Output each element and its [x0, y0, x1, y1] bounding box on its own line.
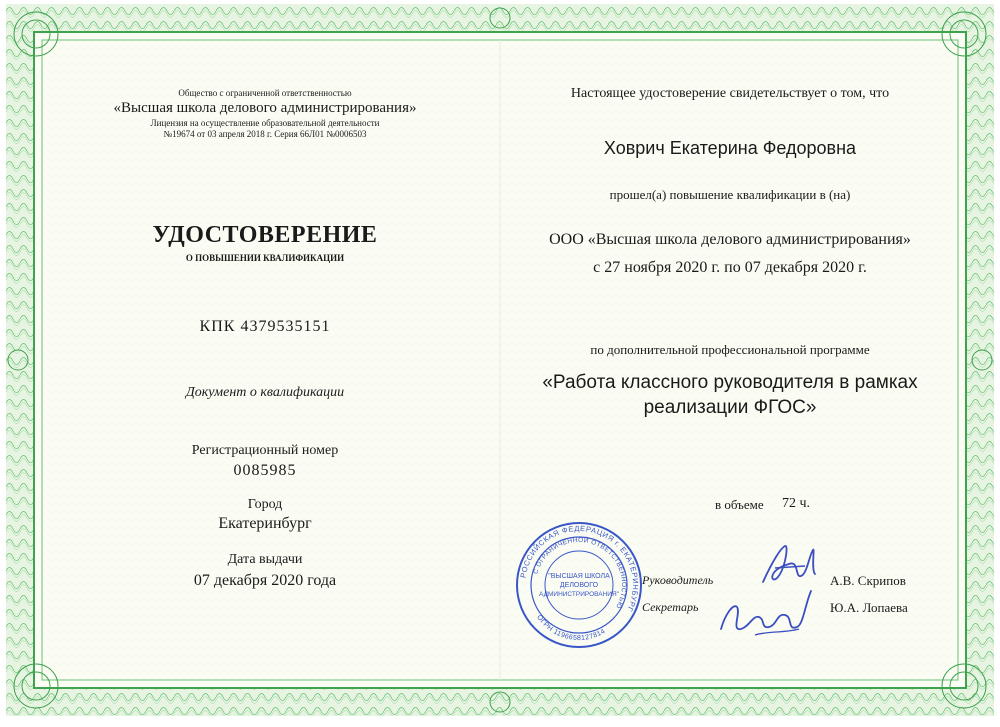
official-stamp [514, 520, 644, 650]
reg-number-label: Регистрационный номер [191, 443, 339, 458]
issue-date: 07 декабря 2020 года [193, 572, 337, 589]
volume-label: в объеме [715, 497, 764, 512]
document-subtitle: О ПОВЫШЕНИИ КВАЛИФИКАЦИИ [185, 253, 345, 263]
issuer-org-type: Общество с ограниченной ответственностью [178, 88, 352, 98]
training-organization: ООО «Высшая школа делового администрирования» [549, 231, 911, 248]
certificate-intro: Настоящее удостоверение свидетельствует о том, что [570, 86, 890, 101]
stamp-center-line1: "ВЫСШАЯ ШКОЛА [548, 573, 610, 580]
reg-number: 0085985 [233, 462, 297, 479]
issuer-license-number: №19674 от 03 апреля 2018 г. Серия 66Л01 №0006503 [163, 129, 367, 139]
secretary-signature [715, 585, 815, 645]
stamp-inner-text: С ОГРАНИЧЕННОЙ ОТВЕТСТВЕННОСТЬЮ [532, 536, 628, 610]
training-period: с 27 ноября 2020 г. по 07 декабря 2020 г. [593, 259, 867, 276]
secretary-name: Ю.А. Лопаева [830, 600, 908, 615]
director-name: А.В. Скрипов [830, 573, 906, 588]
document-series-number: КПК 4379535151 [199, 318, 331, 335]
volume-value: 72 ч. [782, 496, 811, 511]
city-label: Город [247, 497, 283, 512]
director-title: Руководитель [642, 573, 714, 587]
issuer-license-line: Лицензия на осуществление образовательной деятельности [150, 118, 380, 128]
secretary-title: Секретарь [642, 600, 699, 614]
program-name-line2: реализации ФГОС» [643, 397, 817, 418]
stamp-center-line2: ДЕЛОВОГО [559, 582, 599, 589]
document-title: УДОСТОВЕРЕНИЕ [152, 222, 378, 248]
issue-date-label: Дата выдачи [227, 552, 303, 567]
city-value: Екатеринбург [218, 515, 312, 532]
program-name-line1: «Работа классного руководителя в рамках [542, 372, 918, 393]
stamp-bottom-text: ОГРН 1196658127814 [535, 613, 607, 643]
stamp-outer-text: РОССИЙСКАЯ ФЕДЕРАЦИЯ г. ЕКАТЕРИНБУРГ [518, 523, 641, 614]
completed-text: прошел(а) повышение квалификации в (на) [609, 187, 851, 202]
director-signature [755, 540, 825, 590]
document-type: Документ о квалификации [185, 385, 345, 400]
person-name: Ховрич Екатерина Федоровна [603, 138, 857, 158]
program-label: по дополнительной профессиональной программе [590, 342, 870, 357]
issuer-org-name: «Высшая школа делового администрирования» [113, 100, 417, 116]
stamp-center-line3: АДМИНИСТРИРОВАНИЯ" [539, 591, 619, 598]
